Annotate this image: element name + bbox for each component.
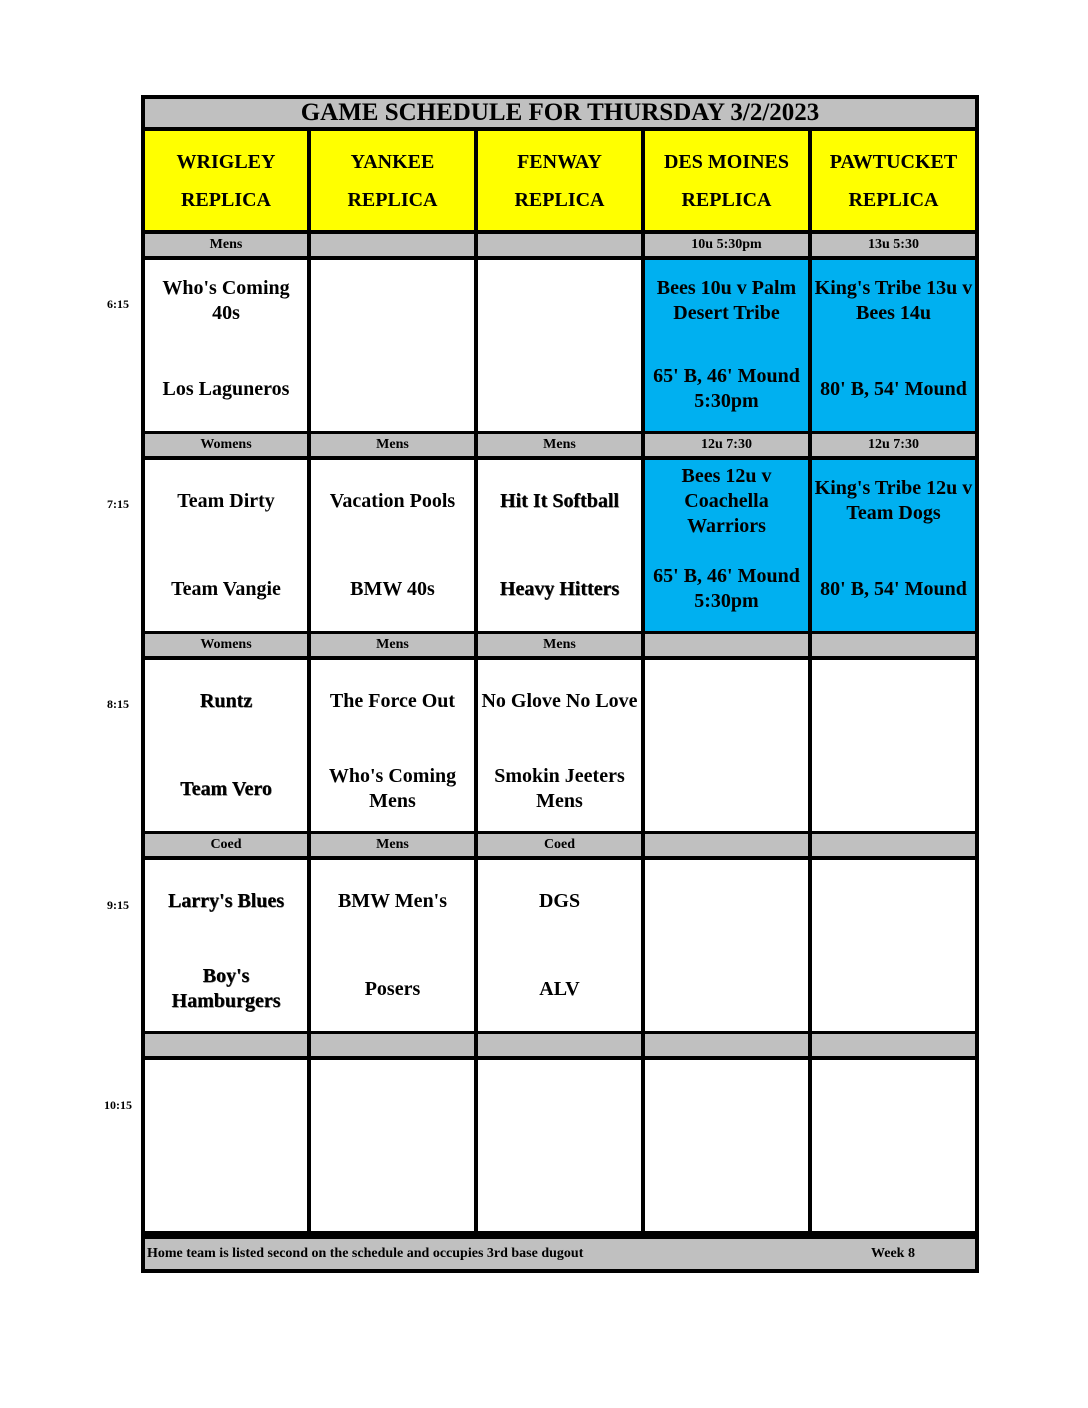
division-label — [478, 234, 645, 260]
game-cell — [478, 860, 645, 1035]
footer-band — [141, 1235, 979, 1273]
game-cell — [812, 1060, 979, 1235]
game-cell — [311, 260, 478, 435]
game-cell — [812, 260, 979, 435]
home-team: 80' B, 54' Mound — [820, 577, 967, 600]
visiting-team: King's Tribe 13u v Bees 14u — [814, 277, 973, 324]
game-cell — [478, 660, 645, 835]
field-name: PAWTUCKET — [829, 150, 958, 173]
visiting-team — [478, 1060, 641, 1142]
game-cell — [311, 1060, 478, 1235]
home-team: 80' B, 54' Mound — [820, 377, 967, 400]
division-label: Womens — [141, 634, 311, 660]
game-cell — [645, 660, 812, 835]
visiting-team: Larry's Blues — [167, 889, 285, 912]
field-sub: REPLICA — [180, 188, 271, 211]
game-cell — [645, 460, 812, 635]
home-team — [311, 1148, 474, 1230]
game-cell — [311, 660, 478, 835]
game-cell — [812, 660, 979, 835]
page-title: GAME SCHEDULE FOR THURSDAY 3/2/2023 — [141, 95, 979, 131]
home-team: Smokin Jeeters Mens — [494, 765, 625, 812]
field-name: FENWAY — [517, 150, 602, 173]
field-name: YANKEE — [350, 150, 435, 173]
division-label: 13u 5:30 — [812, 234, 979, 260]
field-name: WRIGLEY — [176, 150, 276, 173]
time-label: 8:15 — [107, 697, 129, 711]
field-header-wrigley — [141, 131, 311, 234]
visiting-team: Hit It Softball — [500, 489, 619, 512]
division-label: Mens — [311, 834, 478, 860]
home-team — [311, 348, 474, 430]
division-label: Mens — [478, 634, 645, 660]
division-label: Mens — [141, 234, 311, 260]
division-label: Mens — [311, 634, 478, 660]
division-label: 12u 7:30 — [645, 434, 812, 460]
field-header-pawtucket — [812, 131, 979, 234]
division-label — [311, 234, 478, 260]
home-team: 65' B, 46' Mound 5:30pm — [653, 365, 800, 412]
visiting-team: Runtz — [199, 689, 253, 712]
division-label: Mens — [311, 434, 478, 460]
visiting-team: King's Tribe 12u v Team Dogs — [814, 477, 973, 524]
visiting-team: BMW Men's — [337, 889, 448, 912]
home-team — [478, 348, 641, 430]
division-label — [645, 1034, 812, 1060]
home-team: Posers — [364, 977, 421, 1000]
division-label: Coed — [478, 834, 645, 860]
home-team: Who's Coming Mens — [328, 765, 457, 812]
visiting-team: No Glove No Love — [481, 689, 638, 712]
game-cell — [645, 1060, 812, 1235]
home-team: Heavy Hitters — [499, 577, 620, 600]
division-label: Coed — [141, 834, 311, 860]
field-header-fenway — [478, 131, 645, 234]
schedule-table — [141, 95, 979, 1273]
game-cell — [645, 260, 812, 435]
home-team: 65' B, 46' Mound 5:30pm — [653, 565, 800, 612]
game-cell — [141, 1060, 311, 1235]
division-label — [478, 1034, 645, 1060]
home-team: Los Laguneros — [162, 377, 290, 400]
visiting-team — [812, 1060, 975, 1142]
visiting-team — [145, 1060, 307, 1142]
home-team — [645, 748, 808, 830]
visiting-team: DGS — [538, 889, 581, 912]
game-cell — [141, 460, 311, 635]
time-label: 6:15 — [107, 297, 129, 311]
game-cell — [311, 860, 478, 1035]
home-team — [812, 1148, 975, 1230]
home-team — [478, 1148, 641, 1230]
division-label — [812, 634, 979, 660]
time-label: 9:15 — [107, 898, 129, 912]
home-team: BMW 40s — [350, 577, 435, 600]
home-team: Boy's Hamburgers — [171, 965, 281, 1012]
game-cell — [141, 860, 311, 1035]
division-label — [812, 1034, 979, 1060]
game-cell — [141, 660, 311, 835]
visiting-team — [645, 860, 808, 942]
time-label: 7:15 — [107, 497, 129, 511]
home-team — [145, 1148, 307, 1230]
visiting-team — [812, 860, 975, 942]
game-cell — [478, 460, 645, 635]
visiting-team: Bees 10u v Palm Desert Tribe — [656, 277, 797, 324]
division-label — [311, 1034, 478, 1060]
week-label: Week 8 — [871, 1246, 915, 1261]
home-team — [645, 948, 808, 1030]
field-sub: REPLICA — [347, 188, 438, 211]
game-cell — [478, 260, 645, 435]
field-header-yankee — [311, 131, 478, 234]
visiting-team — [645, 1060, 808, 1142]
time-label: 10:15 — [104, 1098, 132, 1112]
division-label — [141, 1034, 311, 1060]
division-label — [812, 834, 979, 860]
home-team: ALV — [539, 977, 580, 1000]
visiting-team — [812, 660, 975, 742]
game-cell — [645, 860, 812, 1035]
field-sub: REPLICA — [681, 188, 772, 211]
division-label: Mens — [478, 434, 645, 460]
division-label — [645, 634, 812, 660]
visiting-team: Vacation Pools — [329, 489, 456, 512]
home-team — [812, 948, 975, 1030]
home-team — [812, 748, 975, 830]
visiting-team — [311, 260, 474, 342]
field-name: DES MOINES — [663, 150, 790, 173]
division-label: 10u 5:30pm — [645, 234, 812, 260]
field-sub: REPLICA — [514, 188, 605, 211]
field-sub: REPLICA — [848, 188, 939, 211]
division-label: 12u 7:30 — [812, 434, 979, 460]
visiting-team — [478, 260, 641, 342]
field-header-des-moines — [645, 131, 812, 234]
game-cell — [311, 460, 478, 635]
home-team — [645, 1148, 808, 1230]
visiting-team: The Force Out — [329, 689, 456, 712]
visiting-team: Team Dirty — [177, 489, 275, 512]
visiting-team — [645, 660, 808, 742]
division-label: Womens — [141, 434, 311, 460]
home-team: Team Vero — [180, 777, 272, 800]
game-cell — [478, 1060, 645, 1235]
visiting-team — [311, 1060, 474, 1142]
home-team-note: Home team is listed second on the schedule and occupies 3rd base dugout — [147, 1246, 584, 1261]
visiting-team: Bees 12u v Coachella Warriors — [681, 464, 772, 537]
game-cell — [812, 460, 979, 635]
game-cell — [812, 860, 979, 1035]
visiting-team: Who's Coming 40s — [162, 277, 290, 324]
division-label — [645, 834, 812, 860]
game-cell — [141, 260, 311, 435]
home-team: Team Vangie — [171, 577, 281, 600]
